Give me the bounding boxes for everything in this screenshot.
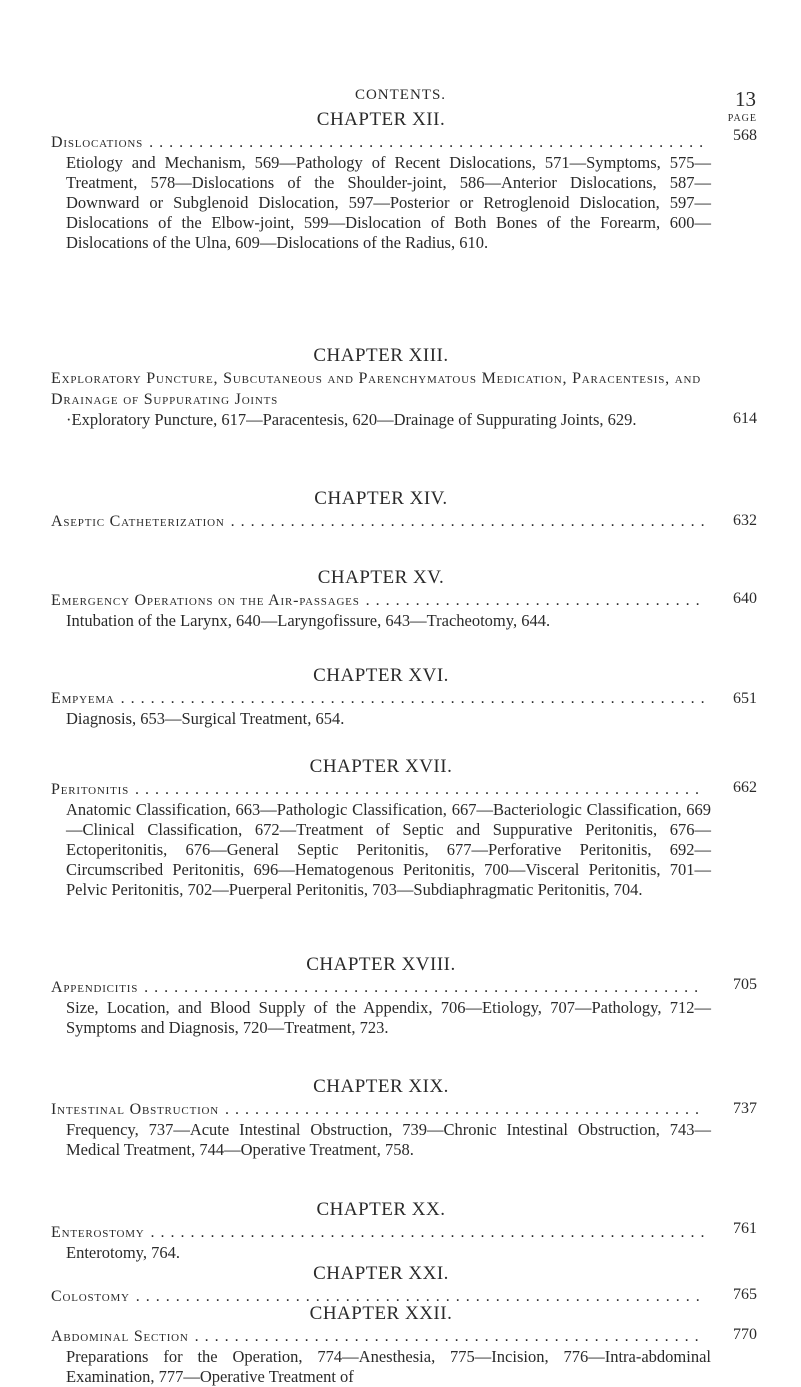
leader-dots bbox=[135, 779, 705, 800]
chapter-page: 614 bbox=[733, 410, 757, 427]
chapter-description: Anatomic Classification, 663—Pathologic Classification, 667—Bacteriologic Classification, 669—Clinical Classification, 672—Treatment of Septic and Suppurative Peritonitis, 676—Ectoperitonitis, 676—General Septic Peritonitis, 677—Perforative Peritonitis, 692—Circumscribed Peritonitis, 696—Hematogenous Peritonitis, 700—Visceral Peritonitis, 701—Pelvic Peritonitis, 702—Puerperal Peritonitis, 703—Subdiaphragmatic Peritonitis, 704. bbox=[66, 800, 711, 899]
chapter-page: 770 bbox=[733, 1326, 757, 1343]
chapter-page: 651 bbox=[733, 690, 757, 707]
running-head: CONTENTS. bbox=[354, 87, 447, 103]
chapter-heading: CHAPTER XVII. bbox=[309, 756, 453, 777]
chapter-xvii bbox=[51, 755, 711, 900]
leader-dots bbox=[121, 688, 705, 709]
chapter-xii bbox=[51, 108, 711, 253]
chapter-title: Intestinal Obstruction bbox=[51, 1101, 220, 1118]
chapter-entry bbox=[51, 1222, 711, 1243]
chapter-entry bbox=[51, 977, 711, 998]
chapter-description: Intubation of the Larynx, 640—Laryngofissure, 643—Tracheotomy, 644. bbox=[66, 611, 551, 630]
chapter-xvi bbox=[51, 664, 711, 729]
chapter-heading: CHAPTER XII. bbox=[316, 109, 446, 130]
chapter-description: Etiology and Mechanism, 569—Pathology of Recent Dislocations, 571—Symptoms, 575—Treatment, 578—Dislocations of the Shoulder-joint, 586—Anterior Dislocations, 587—Downward or Subglenoid Dislocation, 597—Posterior or Retroglenoid Dislocation, 597—Dislocations of the Elbow-joint, 599—Dislocation of Both Bones of the Forearm, 600—Dislocations of the Ulna, 609—Dislocations of the Radius, 610. bbox=[66, 153, 711, 252]
chapter-xx bbox=[51, 1198, 711, 1263]
chapter-title: Peritonitis bbox=[51, 781, 129, 798]
chapter-page: 761 bbox=[733, 1220, 757, 1237]
chapter-entry bbox=[51, 1099, 711, 1120]
leader-dots bbox=[144, 977, 705, 998]
chapter-title: Aseptic Catheterization bbox=[51, 513, 225, 530]
chapter-entry bbox=[51, 779, 711, 800]
chapter-heading: CHAPTER XVIII. bbox=[306, 954, 456, 975]
chapter-title: Empyema bbox=[51, 690, 115, 707]
chapter-description: Size, Location, and Blood Supply of the Appendix, 706—Etiology, 707—Pathology, 712—Symptoms and Diagnosis, 720—Treatment, 723. bbox=[66, 998, 711, 1037]
chapter-xxi bbox=[51, 1262, 711, 1307]
chapter-title: Dislocations bbox=[51, 134, 144, 151]
chapter-description: Diagnosis, 653—Surgical Treatment, 654. bbox=[66, 709, 345, 728]
chapter-title: Emergency Operations on the Air-passages bbox=[51, 592, 360, 609]
chapter-heading: CHAPTER XV. bbox=[317, 567, 445, 588]
leader-dots bbox=[225, 1099, 705, 1120]
chapter-title: Colostomy bbox=[51, 1288, 130, 1305]
chapter-heading: CHAPTER XIV. bbox=[314, 488, 448, 509]
chapter-page: 765 bbox=[733, 1286, 757, 1303]
chapter-heading: CHAPTER XXI. bbox=[313, 1263, 449, 1284]
chapter-xxii bbox=[51, 1302, 711, 1387]
chapter-description: Preparations for the Operation, 774—Anesthesia, 775—Incision, 776—Intra-abdominal Examination, 777—Operative Treatment of bbox=[66, 1347, 711, 1386]
chapter-entry bbox=[51, 590, 711, 611]
leader-dots bbox=[366, 590, 705, 611]
chapter-xv bbox=[51, 566, 711, 631]
chapter-entry bbox=[51, 368, 711, 410]
chapter-page: 705 bbox=[733, 976, 757, 993]
chapter-heading: CHAPTER XX. bbox=[316, 1199, 446, 1220]
leader-dots bbox=[195, 1326, 705, 1347]
leader-dots bbox=[231, 511, 705, 532]
chapter-page: 568 bbox=[733, 127, 757, 144]
chapter-heading: CHAPTER XIII. bbox=[313, 345, 449, 366]
chapter-entry bbox=[51, 1326, 711, 1347]
chapter-description: Enterotomy, 764. bbox=[66, 1243, 180, 1262]
chapter-entry bbox=[51, 511, 711, 532]
chapter-xiv bbox=[51, 487, 711, 532]
chapter-heading: CHAPTER XVI. bbox=[313, 665, 449, 686]
chapter-xix bbox=[51, 1075, 711, 1160]
chapter-xiii bbox=[51, 344, 711, 430]
chapter-heading: CHAPTER XIX. bbox=[313, 1076, 449, 1097]
leader-dots bbox=[149, 132, 705, 153]
page-column-label: PAGE bbox=[727, 113, 757, 124]
leader-dots bbox=[151, 1222, 705, 1243]
page-number: 13 bbox=[735, 87, 756, 111]
chapter-title: Appendicitis bbox=[51, 979, 139, 996]
chapter-page: 737 bbox=[733, 1100, 757, 1117]
chapter-page: 632 bbox=[733, 512, 757, 529]
chapter-description: Frequency, 737—Acute Intestinal Obstruction, 739—Chronic Intestinal Obstruction, 743—Medical Treatment, 744—Operative Treatment, 758. bbox=[66, 1120, 711, 1159]
chapter-entry bbox=[51, 132, 711, 153]
chapter-xviii bbox=[51, 953, 711, 1038]
chapter-page: 662 bbox=[733, 779, 757, 796]
chapter-title: Enterostomy bbox=[51, 1224, 145, 1241]
chapter-title: Exploratory Puncture, Subcutaneous and Parenchymatous Medication, Paracentesis, and Drainage of Suppurating Joints bbox=[51, 370, 701, 408]
chapter-title: Abdominal Section bbox=[51, 1328, 189, 1345]
chapter-entry bbox=[51, 688, 711, 709]
chapter-description: ·Exploratory Puncture, 617—Paracentesis, 620—Drainage of Suppurating Joints, 629. bbox=[66, 410, 637, 429]
chapter-heading: CHAPTER XXII. bbox=[309, 1303, 453, 1324]
chapter-page: 640 bbox=[733, 590, 757, 607]
